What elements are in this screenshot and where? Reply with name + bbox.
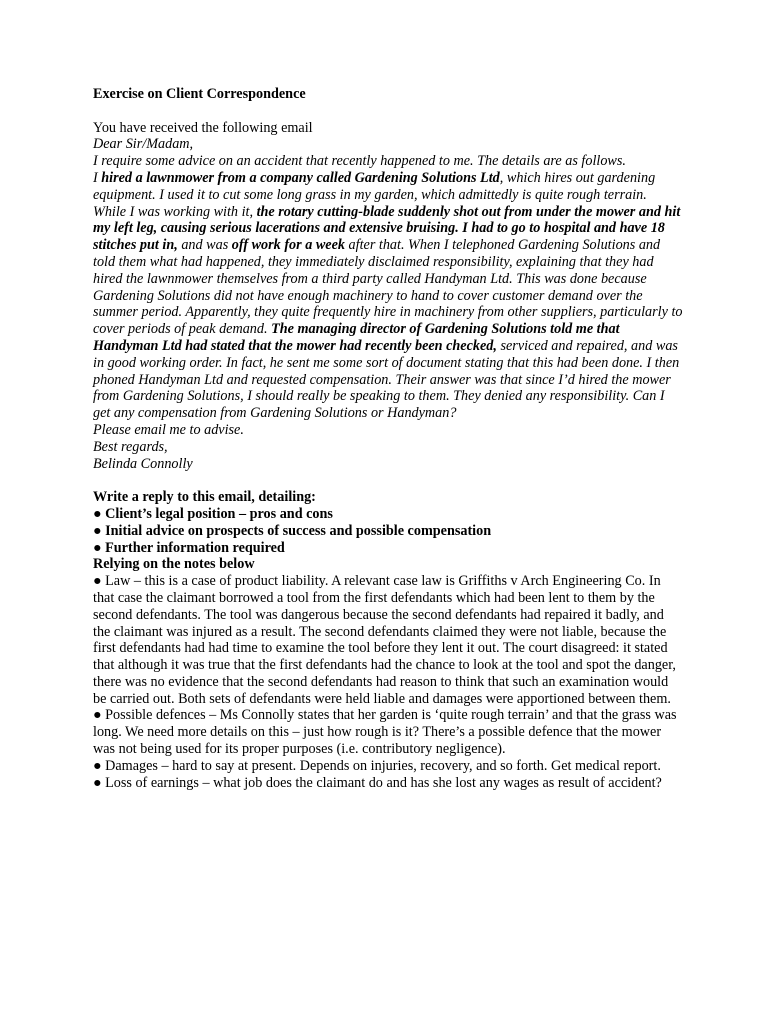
task-heading: Write a reply to this email, detailing: <box>93 489 316 506</box>
email-salutation: Dear Sir/Madam, <box>93 136 194 153</box>
task-item: ● Further information required <box>93 539 285 556</box>
email-body-seg: serviced and repaired, and was in good working order. In fact, he sent me some sort of document stating that this had been done. I then phoned Handyman Ltd and requested compensation. Their answer was that since I’d hired the mower from Gardening Solutions, I should really be speaking to them. They denied any responsibility. Can I get any compensation from Gardening Solutions or Handyman? <box>93 337 680 422</box>
email-signature: Belinda Connolly <box>93 455 193 472</box>
note-loss-of-earnings: ● Loss of earnings – what job does the claimant do and has she lost any wages as result of accident? <box>93 774 662 791</box>
intro-line: You have received the following email <box>93 119 313 136</box>
spacer <box>93 472 683 489</box>
note-damages: ● Damages – hard to say at present. Depends on injuries, recovery, and so forth. Get medical report. <box>93 757 661 774</box>
document-title: Exercise on Client Correspondence <box>93 86 306 102</box>
note-law: ● Law – this is a case of product liability. A relevant case law is Griffiths v Arch Engineering Co. In that case the claimant borrowed a tool from the first defendants which had been lent to them by the second defendants. The tool was dangerous because the second defendants had repaired it badly, and the claimant was injured as a result. The second defendants claimed they were not liable, because the first defendants had had time to examine the tool before they lent it out. The court disagreed: it stated that although it was true that the first defendants had the chance to look at the tool and spot the danger, there was no evidence that the second defendants had reason to think that such an examination would be carried out. Both sets of defendants were held liable and damages were apportioned between them. <box>93 573 676 707</box>
task-item: ● Client’s legal position – pros and cons <box>93 505 333 522</box>
email-body-seg: , which hires out gardening equipment. I used it to cut some long grass in my garden, which admittedly is quite rough terrain. While I was working with it, <box>93 169 656 220</box>
spacer <box>93 103 683 120</box>
email-body-seg: hired a lawnmower from a company called Gardening Solutions Ltd <box>101 169 500 186</box>
email-body-seg: The managing director of Gardening Solutions told me that Handyman Ltd had stated that the mower had recently been checked, <box>93 321 620 354</box>
email-quote <box>93 136 683 472</box>
email-body-seg: after that. When I telephoned Gardening Solutions and told them what had happened, they immediately disclaimed responsibility, explaining that they had hired the lawnmower themselves from a third party called Handyman Ltd. This was done because Gardening Solutions did not have enough machinery to hand to cover customer demand over the summer period. Apparently, they quite frequently hire in machinery from other suppliers, particularly to cover periods of peak demand. <box>93 237 683 338</box>
email-request: Please email me to advise. <box>93 421 244 438</box>
document-page <box>93 86 683 791</box>
task-item: ● Initial advice on prospects of success and possible compensation <box>93 522 492 539</box>
email-body-seg: off work for a week <box>231 237 345 254</box>
email-opening: I require some advice on an accident that recently happened to me. The details are as follows. <box>93 153 626 170</box>
notes-heading: Relying on the notes below <box>93 556 255 573</box>
email-signoff: Best regards, <box>93 438 168 455</box>
email-body-seg: I <box>93 169 102 186</box>
email-body-seg: the rotary cutting-blade suddenly shot out from under the mower and hit my left leg, causing serious lacerations and extensive bruising. I had to go to hospital and have 18 stitches put in, <box>93 203 681 254</box>
note-defences: ● Possible defences – Ms Connolly states that her garden is ‘quite rough terrain’ and that the grass was long. We need more details on this – just how rough is it? There’s a possible defence that the mower was not being used for its proper purposes (i.e. contributory negligence). <box>93 707 677 758</box>
email-body <box>93 170 683 422</box>
email-body-seg: and was <box>177 237 232 254</box>
